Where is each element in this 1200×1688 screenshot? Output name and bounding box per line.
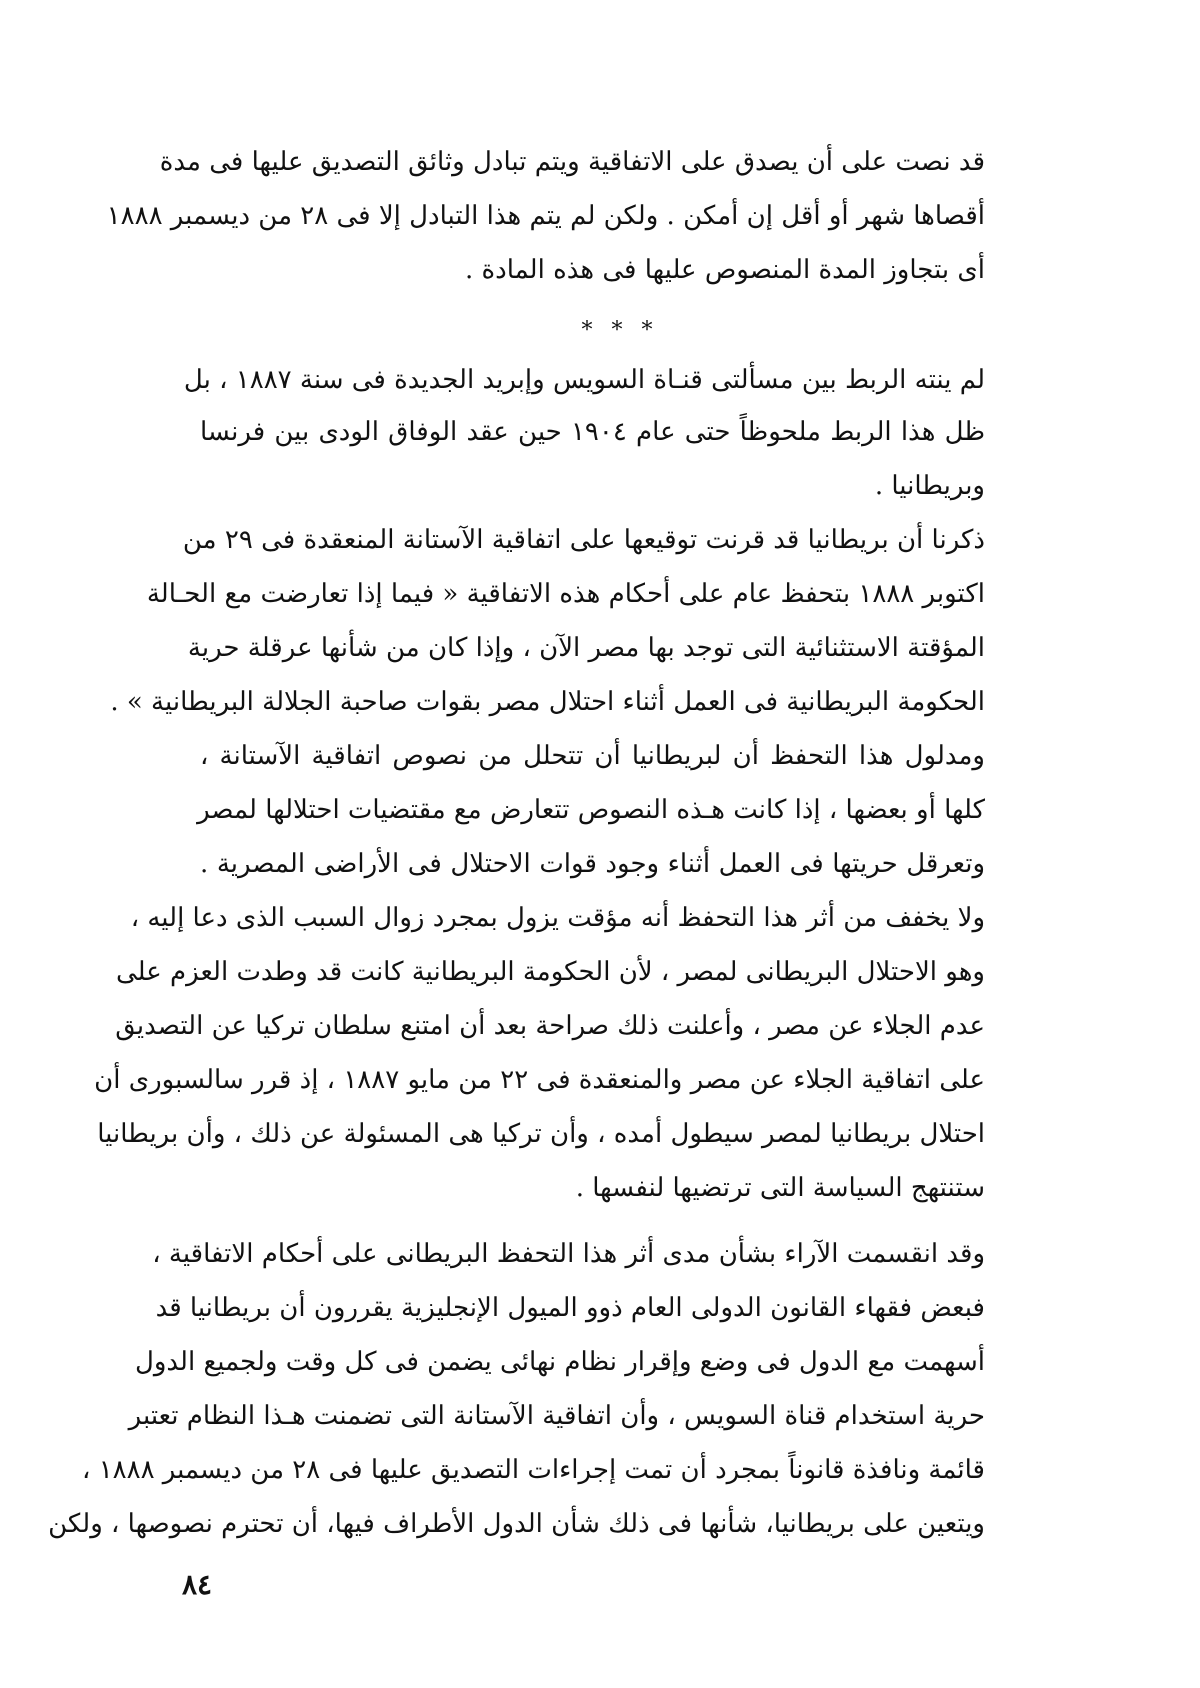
text-line: عدم الجلاء عن مصر ، وأعلنت ذلك صراحة بعد أن امتنع سلطان تركيا عن التصديق — [115, 1011, 985, 1041]
text-line: لم ينته الربط بين مسألتى قنـاة السويس وإبريد الجديدة فى سنة ١٨٨٧ ، بل — [183, 365, 985, 395]
text-line: المؤقتة الاستثنائية التى توجد بها مصر الآن ، وإذا كان من شأنها عرقلة حرية — [187, 633, 985, 663]
text-line: ستنتهج السياسة التى ترتضيها لنفسها . — [575, 1173, 985, 1203]
text-line: وتعرقل حريتها فى العمل أثناء وجود قوات الاحتلال فى الأراضى المصرية . — [200, 849, 985, 879]
text-line: وهو الاحتلال البريطانى لمصر ، لأن الحكومة البريطانية كانت قد وطدت العزم على — [115, 957, 985, 987]
text-line: وقد انقسمت الآراء بشأن مدى أثر هذا التحفظ البريطانى على أحكام الاتفاقية ، — [152, 1239, 985, 1269]
text-line: وبريطانيا . — [874, 471, 985, 501]
text-line: أقصاها شهر أو أقل إن أمكن . ولكن لم يتم هذا التبادل إلا فى ٢٨ من ديسمبر ١٨٨٨ — [106, 201, 985, 231]
text-line: احتلال بريطانيا لمصر سيطول أمده ، وأن تركيا هى المسئولة عن ذلك ، وأن بريطانيا — [97, 1119, 985, 1149]
text-line: ظل هذا الربط ملحوظاً حتى عام ١٩٠٤ حين عقد الوفاق الودى بين فرنسا — [200, 417, 986, 447]
text-line: اكتوبر ١٨٨٨ بتحفظ عام على أحكام هذه الاتفاقية « فيما إذا تعارضت مع الحـالة — [146, 579, 985, 609]
page-number: ٨٤ — [182, 1568, 213, 1601]
text-line: أى بتجاوز المدة المنصوص عليها فى هذه المادة . — [465, 255, 985, 285]
text-line: ذكرنا أن بريطانيا قد قرنت توقيعها على اتفاقية الآستانة المنعقدة فى ٢٩ من — [182, 525, 985, 555]
text-line: الحكومة البريطانية فى العمل أثناء احتلال مصر بقوات صاحبة الجلالة البريطانية » . — [110, 687, 985, 717]
text-line: على اتفاقية الجلاء عن مصر والمنعقدة فى ٢٢ من مايو ١٨٨٧ ، إذ قرر سالسبورى أن — [94, 1065, 985, 1095]
section-separator: * * * — [581, 318, 659, 343]
text-line: ولا يخفف من أثر هذا التحفظ أنه مؤقت يزول بمجرد زوال السبب الذى دعا إليه ، — [130, 903, 985, 933]
text-line: قائمة ونافذة قانوناً بمجرد أن تمت إجراءات التصديق عليها فى ٢٨ من ديسمبر ١٨٨٨ ، — [82, 1455, 985, 1485]
text-line: كلها أو بعضها ، إذا كانت هـذه النصوص تتعارض مع مقتضيات احتلالها لمصر — [197, 795, 985, 825]
text-line: ويتعين على بريطانيا، شأنها فى ذلك شأن الدول الأطراف فيها، أن تحترم نصوصها ، ولكن — [48, 1509, 985, 1539]
text-line: أسهمت مع الدول فى وضع وإقرار نظام نهائى يضمن فى كل وقت ولجميع الدول — [134, 1347, 985, 1377]
text-line: قد نصت على أن يصدق على الاتفاقية ويتم تبادل وثائق التصديق عليها فى مدة — [159, 147, 985, 177]
text-line: ومدلول هذا التحفظ أن لبريطانيا أن تتحلل من نصوص اتفاقية الآستانة ، — [200, 741, 985, 771]
text-line: فبعض فقهاء القانون الدولى العام ذوو الميول الإنجليزية يقررون أن بريطانيا قد — [155, 1293, 985, 1323]
text-line: حرية استخدام قناة السويس ، وأن اتفاقية الآستانة التى تضمنت هـذا النظام تعتبر — [128, 1401, 985, 1431]
